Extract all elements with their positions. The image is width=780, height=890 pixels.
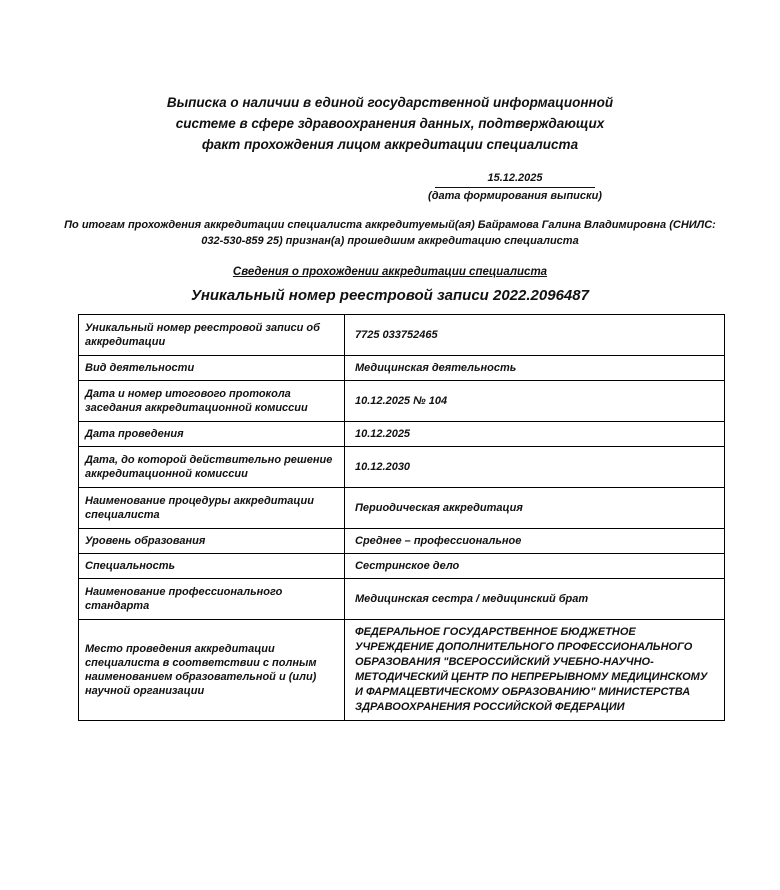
registry-number-line: Уникальный номер реестровой записи 2022.2096487 [191, 287, 589, 304]
row-value: 7725 033752465 [345, 315, 725, 356]
row-value: Сестринское дело [345, 554, 725, 579]
accreditation-summary: По итогам прохождения аккредитации специалиста аккредитуемый(ая) Байрамова Галина Владимировна (СНИЛС: 032-530-859 25) признан(а) прошедшим аккредитацию специалиста [64, 219, 716, 247]
table-row [79, 447, 725, 488]
row-value: 10.12.2030 [345, 447, 725, 488]
row-value: Периодическая аккредитация [345, 488, 725, 529]
table-row [79, 579, 725, 620]
accreditation-table [78, 314, 725, 721]
row-value: Среднее – профессиональное [345, 529, 725, 554]
row-label: Дата проведения [79, 422, 345, 447]
table-row [79, 554, 725, 579]
row-value: Медицинская сестра / медицинский брат [345, 579, 725, 620]
section-heading: Сведения о прохождении аккредитации специалиста [232, 266, 548, 278]
row-label: Уникальный номер реестровой записи об аккредитации [79, 315, 345, 356]
row-label: Дата, до которой действительно решение аккредитационной комиссии [79, 447, 345, 488]
table-row [79, 422, 725, 447]
row-label: Специальность [79, 554, 345, 579]
row-value: Медицинская деятельность [345, 356, 725, 381]
row-label: Вид деятельности [79, 356, 345, 381]
row-label: Место проведения аккредитации специалиста в соответствии с полным наименованием образовательной и (или) научной организации [79, 620, 345, 721]
formation-date-value: 15.12.2025 [435, 171, 595, 188]
table-row [79, 381, 725, 422]
row-value: 10.12.2025 № 104 [345, 381, 725, 422]
document-title: Выписка о наличии в единой государственной информационной системе в сфере здравоохранения данных, подтверждающих факт прохождения лицом аккредитации специалиста [166, 95, 614, 152]
row-label: Наименование процедуры аккредитации специалиста [79, 488, 345, 529]
table-row [79, 315, 725, 356]
row-label: Наименование профессионального стандарта [79, 579, 345, 620]
table-row [79, 356, 725, 381]
row-label: Уровень образования [79, 529, 345, 554]
table-row [79, 620, 725, 721]
row-value: 10.12.2025 [345, 422, 725, 447]
row-value: ФЕДЕРАЛЬНОЕ ГОСУДАРСТВЕННОЕ БЮДЖЕТНОЕ УЧРЕЖДЕНИЕ ДОПОЛНИТЕЛЬНОГО ПРОФЕССИОНАЛЬНОГО ОБРАЗОВАНИЯ "ВСЕРОССИЙСКИЙ УЧЕБНО-НАУЧНО-МЕТОДИЧЕСКИЙ ЦЕНТР ПО НЕПРЕРЫВНОМУ МЕДИЦИНСКОМУ И ФАРМАЦЕВТИЧЕСКОМУ ОБРАЗОВАНИЮ" МИНИСТЕРСТВА ЗДРАВООХРАНЕНИЯ РОССИЙСКОЙ ФЕДЕРАЦИИ [345, 620, 725, 721]
row-label: Дата и номер итогового протокола заседания аккредитационной комиссии [79, 381, 345, 422]
formation-date-caption: (дата формирования выписки) [428, 190, 602, 202]
formation-date-block [420, 171, 610, 203]
table-row [79, 529, 725, 554]
table-row [79, 488, 725, 529]
